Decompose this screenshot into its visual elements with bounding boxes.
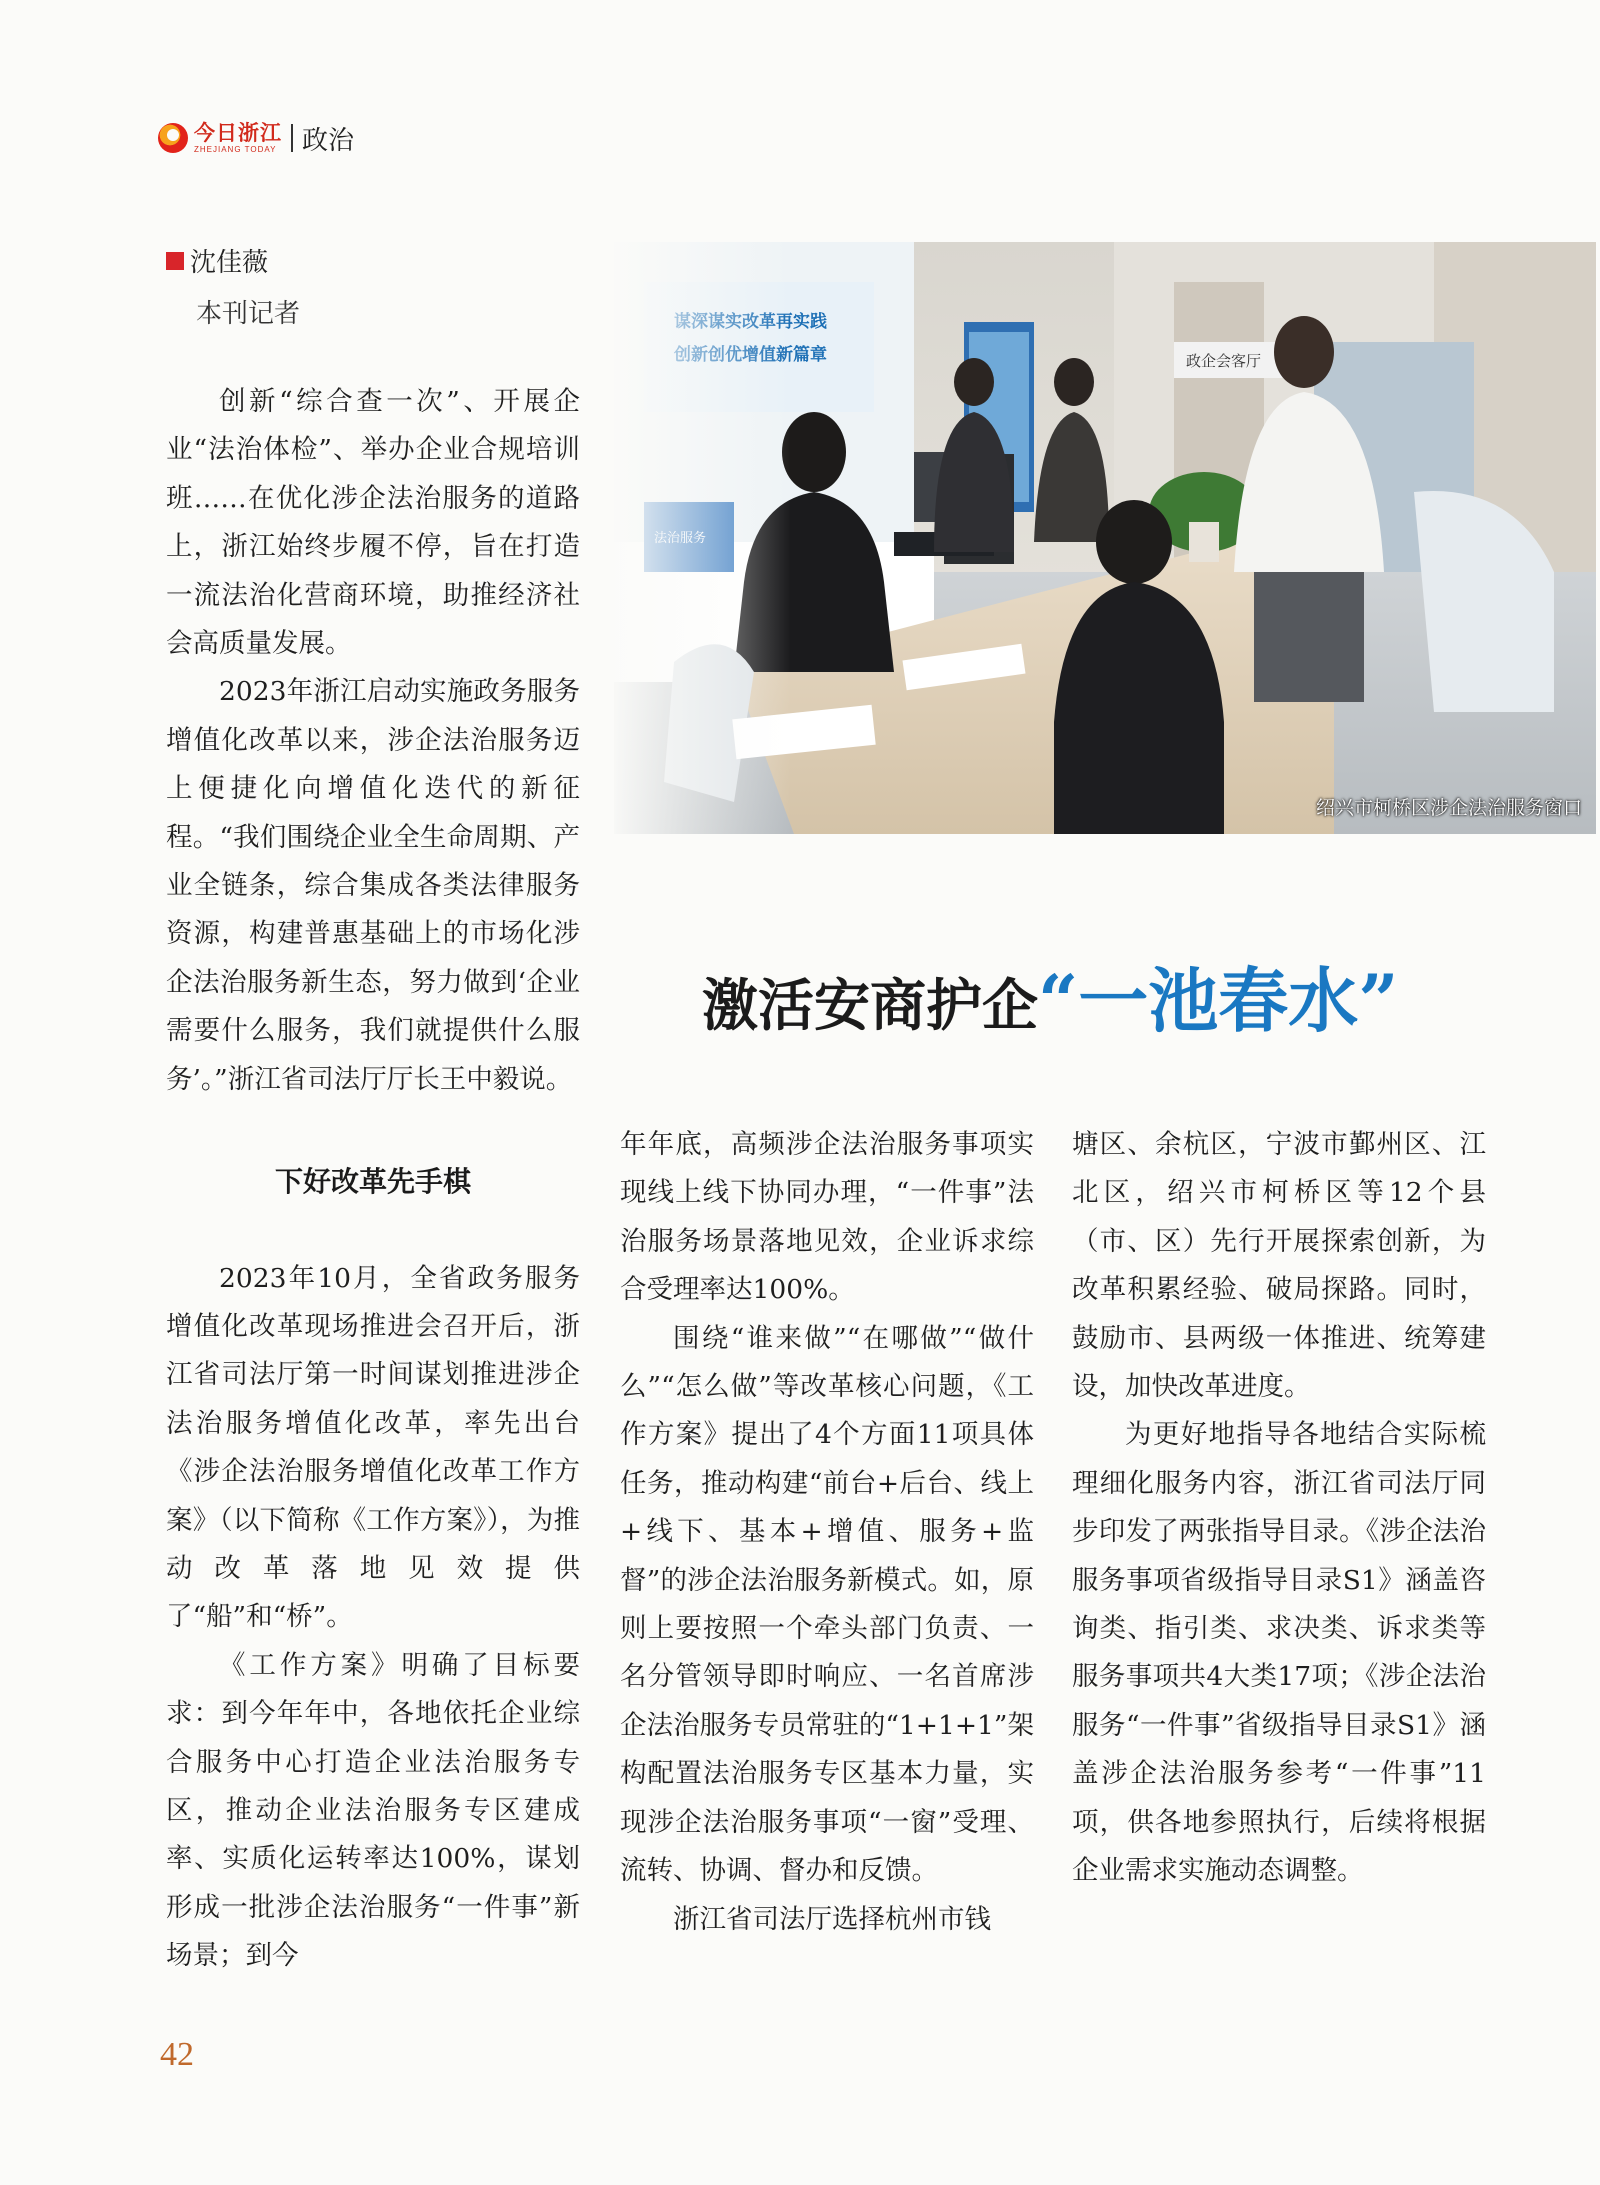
paragraph: 为更好地指导各地结合实际梳理细化服务内容，浙江省司法厅同步印发了两张指导目录。《涉企法治服务事项省级指导目录S1》涵盖咨询类、指引类、求决类、诉求类等服务事项共4大类17项；《涉企法治服务“一件事”省级指导目录S1》涵盖涉企法治服务参考“一件事”11项，供各地参照执行，后续将根据企业需求实施动态调整。 xyxy=(1072,1419,1486,1887)
article-column-3 xyxy=(1072,1121,1486,1896)
byline xyxy=(166,242,300,330)
red-square-marker xyxy=(166,252,184,270)
article-column-2 xyxy=(620,1121,1034,1944)
paragraph: 塘区、余杭区，宁波市鄞州区、江北区，绍兴市柯桥区等12个县（市、区）先行开展探索创新，为改革积累经验、破局探路。同时，鼓励市、县两级一体推进、统筹建设，加快改革进度。 xyxy=(1072,1129,1486,1403)
paragraph: 2023年浙江启动实施政务服务增值化改革以来，涉企法治服务迈上便捷化向增值化迭代的新征程。“我们围绕企业全生命周期、产业全链条，综合集成各类法律服务资源，构建普惠基础上的市场化涉企法治服务新生态，努力做到‘企业需要什么服务，我们就提供什么服务’。”浙江省司法厅厅长王中毅说。 xyxy=(166,676,580,1095)
header-divider xyxy=(291,124,293,152)
paragraph: 创新“综合查一次”、开展企业“法治体检”、举办企业合规培训班……在优化涉企法治服务的道路上，浙江始终步履不停，旨在打造一流法治化营商环境，助推经济社会高质量发展。 xyxy=(166,386,580,660)
paragraph: 2023年10月，全省政务服务增值化改革现场推进会召开后，浙江省司法厅第一时间谋划推进涉企法治服务增值化改革，率先出台《涉企法治服务增值化改革工作方案》（以下简称《工作方案》），为推动改革落地见效提供了“船”和“桥”。 xyxy=(166,1262,580,1633)
paragraph: 浙江省司法厅选择杭州市钱 xyxy=(673,1903,991,1935)
logo-chinese-name: 今日浙江 xyxy=(194,120,282,145)
page-number: 42 xyxy=(160,2036,194,2073)
author-name: 沈佳薇 xyxy=(190,248,269,278)
article-title xyxy=(702,945,1399,1046)
magazine-logo xyxy=(158,120,282,154)
photo-caption: 绍兴市柯桥区涉企法治服务窗口 xyxy=(1315,797,1582,819)
paragraph: 《工作方案》明确了目标要求：到今年年中，各地依托企业综合服务中心打造企业法治服务专区，推动企业法治服务专区建成率、实质化运转率达100%，谋划形成一批涉企法治服务“一件事”新场景；到今 xyxy=(166,1649,580,1972)
article-photo xyxy=(614,242,1596,834)
title-prefix: 激活安商护企 xyxy=(702,973,1038,1039)
logo-english-name: ZHEJIANG TODAY xyxy=(194,144,277,154)
author-role: 本刊记者 xyxy=(196,299,301,329)
title-highlight: “一池春水” xyxy=(1038,959,1399,1042)
logo-mark-icon xyxy=(158,123,188,153)
paragraph: 围绕“谁来做”“在哪做”“做什么”“怎么做”等改革核心问题，《工作方案》提出了4个方面11项具体任务，推动构建“前台+后台、线上+线下、基本+增值、服务+监督”的涉企法治服务新模式。如，原则上要按照一个牵头部门负责、一名分管领导即时响应、一名首席涉企法治服务专员常驻的“1+1+1”架构配置法治服务专区基本力量，实现涉企法治服务事项“一窗”受理、流转、协调、督办和反馈。 xyxy=(620,1322,1034,1887)
section-label: 政治 xyxy=(302,125,355,156)
author-line xyxy=(166,242,300,279)
page-header xyxy=(158,118,354,158)
section-subheading: 下好改革先手棋 xyxy=(274,1165,471,1199)
article-column-1 xyxy=(166,378,580,1981)
paragraph: 年年底，高频涉企法治服务事项实现线上线下协同办理，“一件事”法治服务场景落地见效，企业诉求综合受理率达100%。 xyxy=(620,1129,1034,1306)
